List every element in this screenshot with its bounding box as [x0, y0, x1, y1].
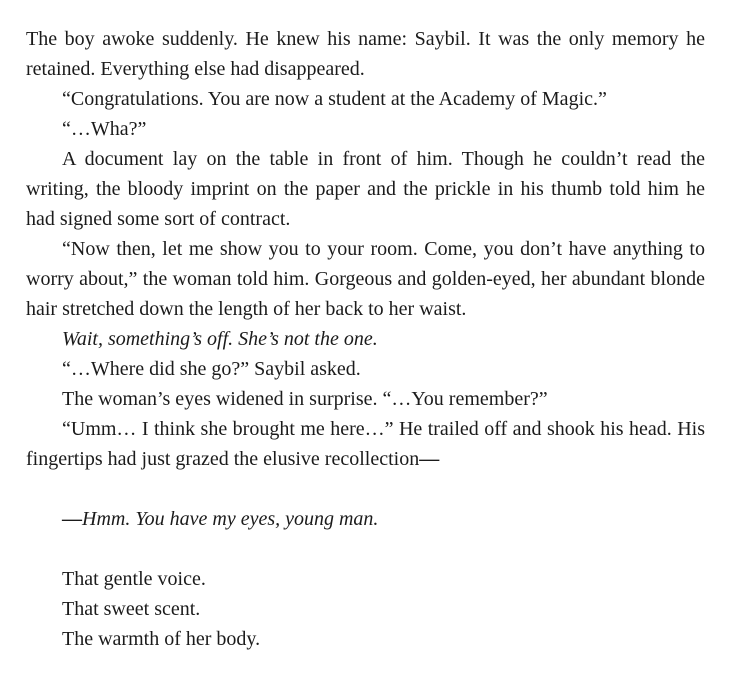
text-segment: Wait, something’s off. She’s not the one. [62, 328, 378, 350]
paragraph [26, 504, 705, 534]
paragraph [26, 324, 705, 354]
paragraph [26, 234, 705, 324]
paragraph [26, 624, 705, 654]
text-segment: A document lay on the table in front of him. Though he couldn’t read the writing, the bloody imprint on the paper and the prickle in his thumb told him he had signed some sort of contract. [26, 148, 705, 230]
text-segment: Hmm. You have my eyes, young man. [82, 508, 379, 530]
text-segment: The warmth of her body. [62, 628, 261, 650]
paragraph [26, 594, 705, 624]
text-segment: The woman’s eyes widened in surprise. “…You remember?” [62, 388, 548, 410]
em-dash-segment: — [62, 508, 82, 530]
paragraph [26, 144, 705, 234]
paragraph [26, 414, 705, 474]
page-text [26, 24, 705, 654]
text-segment: The boy awoke suddenly. He knew his name: Saybil. It was the only memory he retained. Everything else had disappeared. [26, 28, 705, 80]
text-segment: “…Where did she go?” Saybil asked. [62, 358, 361, 380]
paragraph [26, 84, 705, 114]
paragraph [26, 384, 705, 414]
text-segment: That gentle voice. [62, 568, 206, 590]
text-segment: That sweet scent. [62, 598, 201, 620]
text-segment: “Congratulations. You are now a student at the Academy of Magic.” [62, 88, 607, 110]
text-segment: “Umm… I think she brought me here…” He trailed off and shook his head. His fingertips had just grazed the elusive recollection [26, 418, 705, 470]
text-segment: “…Wha?” [62, 118, 147, 140]
paragraph [26, 564, 705, 594]
paragraph [26, 24, 705, 84]
text-segment: “Now then, let me show you to your room. Come, you don’t have anything to worry about,” the woman told him. Gorgeous and golden-eyed, her abundant blonde hair stretched down the length of her back to her waist. [26, 238, 705, 320]
paragraph [26, 354, 705, 384]
paragraph [26, 114, 705, 144]
em-dash-segment: — [419, 448, 440, 470]
